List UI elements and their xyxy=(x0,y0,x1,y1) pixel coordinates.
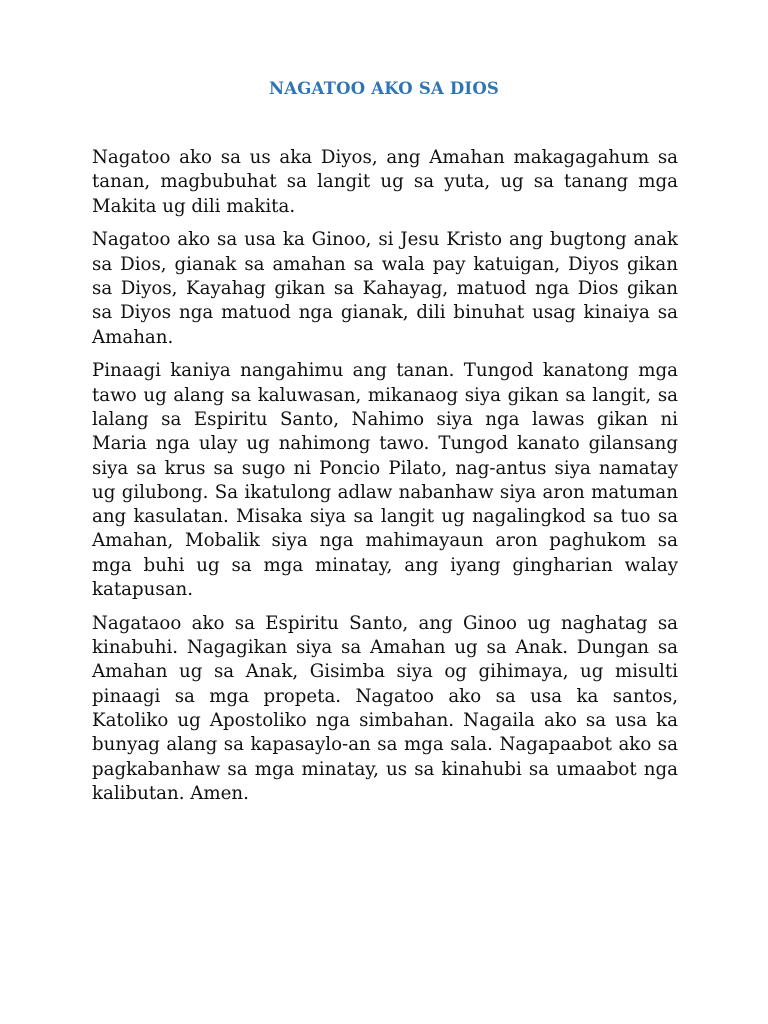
page-title: NAGATOO AKO SA DIOS xyxy=(268,79,500,98)
paragraph-3: Pinaagi kaniya nangahimu ang tanan. Tungod kanatong mga tawo ug alang sa kaluwasan, mikanaog siya gikan sa langit, sa lalang sa Espiritu Santo, Nahimo siya nga lawas gikan ni Maria nga ulay ug nahimong tawo. Tungod kanato gilansang siya sa krus sa sugo ni Poncio Pilato, nag-antus siya namatay ug gilubong. Sa ikatulong adlaw nabanhaw siya aron matuman ang kasulatan. Misaka siya sa langit ug nagalingkod sa tuo sa Amahan, Mobalik siya nga mahimayaun aron paghukom sa mga buhi ug sa mga minatay, ang iyang gingharian walay katapusan. xyxy=(92,360,678,601)
paragraph-2: Nagatoo ako sa usa ka Ginoo, si Jesu Kristo ang bugtong anak sa Dios, gianak sa amahan sa wala pay katuigan, Diyos gikan sa Diyos, Kayahag gikan sa Kahayag, matuod nga Dios gikan sa Diyos nga matuod nga gianak, dili binuhat usag kinaiya sa Amahan. xyxy=(92,229,678,348)
paragraph-1: Nagatoo ako sa us aka Diyos, ang Amahan makagagahum sa tanan, magbubuhat sa langit ug sa yuta, ug sa tanang mga Makita ug dili makita. xyxy=(92,147,678,217)
document-body xyxy=(92,146,678,816)
paragraph-4: Nagataoo ako sa Espiritu Santo, ang Ginoo ug naghatag sa kinabuhi. Nagagikan siya sa Amahan ug sa Anak. Dungan sa Amahan ug sa Anak, Gisimba siya og gihimaya, ug misulti pinaagi sa mga propeta. Nagatoo ako sa usa ka santos, Katoliko ug Apostoliko nga simbahan. Nagaila ako sa usa ka bunyag alang sa kapasaylo-an sa mga sala. Nagapaabot ako sa pagkabanhaw sa mga minatay, us sa kinahubi sa umaabot nga kalibutan. Amen. xyxy=(92,612,678,804)
